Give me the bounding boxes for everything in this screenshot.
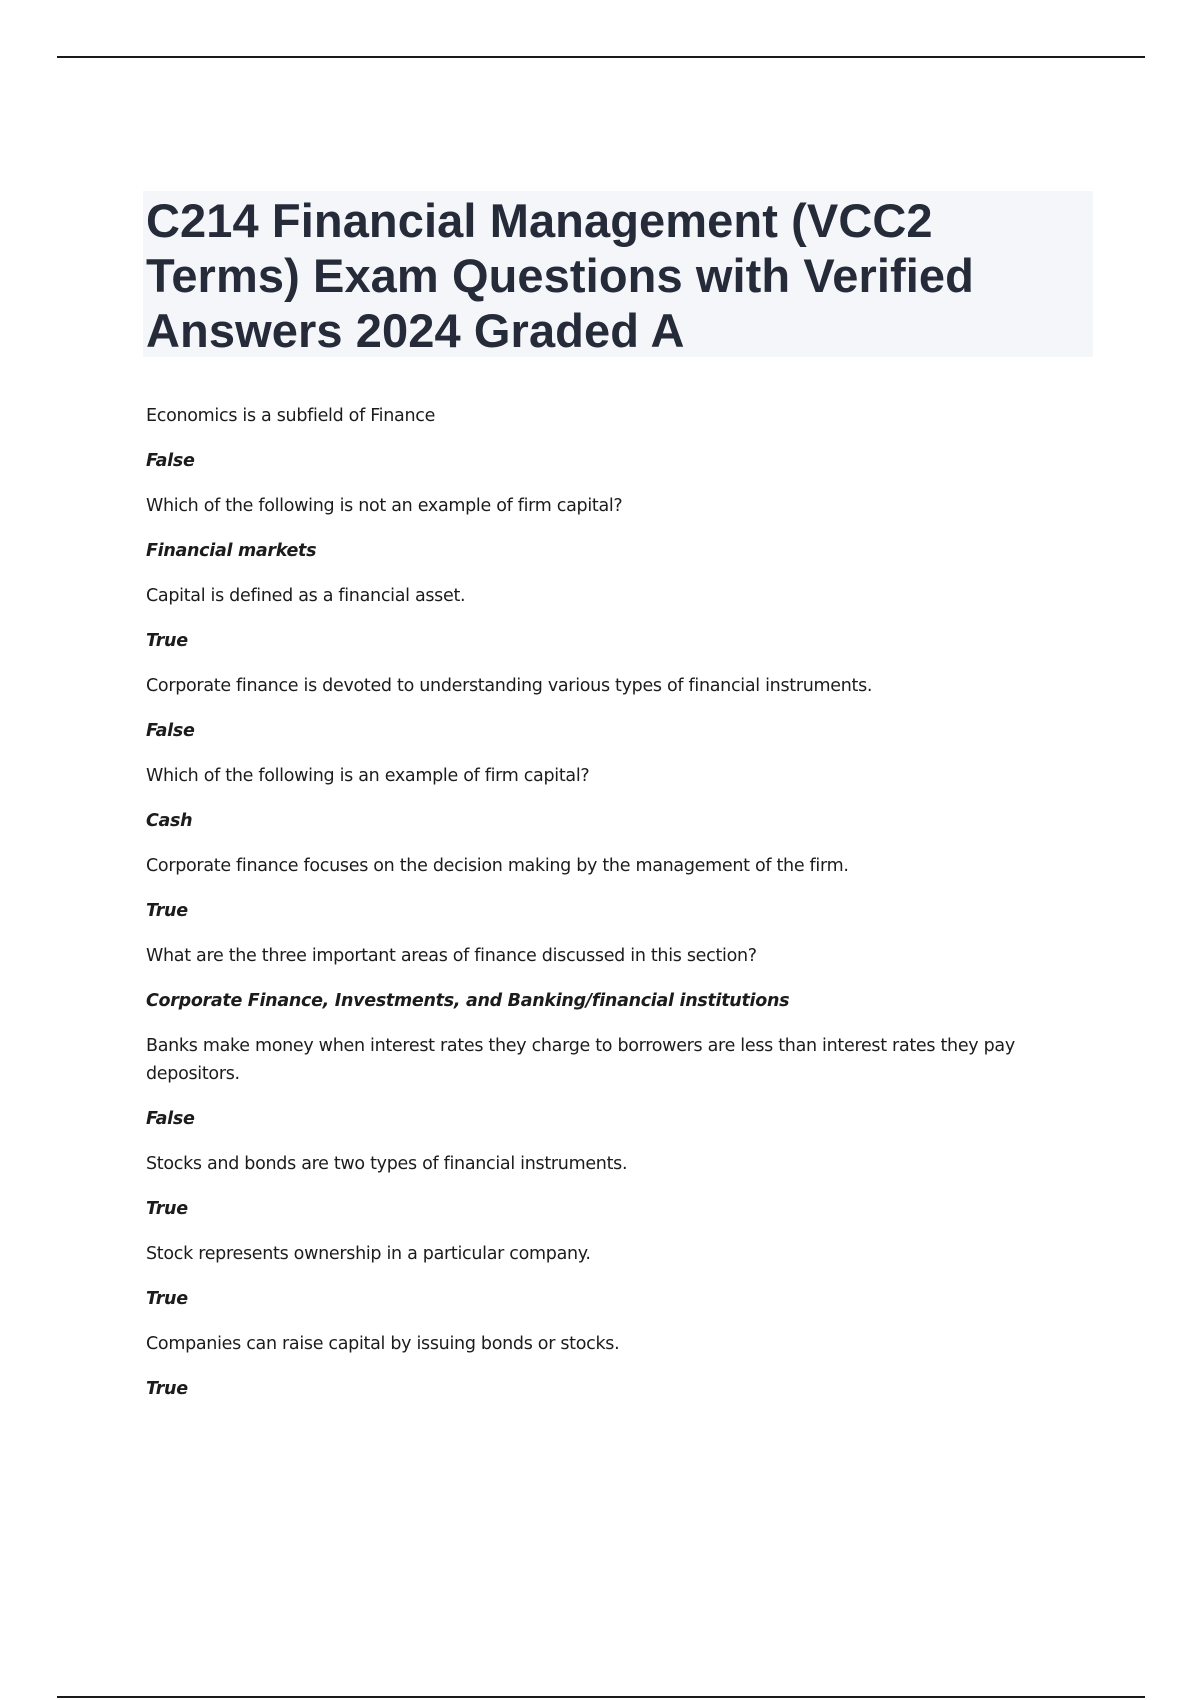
- document-title: C214 Financial Management (VCC2 Terms) Exam Questions with Verified Answers 2024 Graded A: [146, 194, 974, 357]
- qa-item: [146, 942, 1086, 1015]
- question-text: Stocks and bonds are two types of financial instruments.: [146, 1154, 628, 1174]
- answer-text: Cash: [146, 811, 193, 831]
- answer-text: True: [146, 901, 188, 921]
- qa-item: [146, 1330, 1086, 1403]
- qa-list: [146, 402, 1086, 1420]
- question-text: Companies can raise capital by issuing bonds or stocks.: [146, 1334, 620, 1354]
- qa-item: [146, 1150, 1086, 1223]
- question-text: Banks make money when interest rates they charge to borrowers are less than interest rates they pay depositors.: [146, 1036, 1015, 1084]
- answer-text: True: [146, 1289, 188, 1309]
- qa-item: [146, 1240, 1086, 1313]
- answer-text: True: [146, 631, 188, 651]
- answer-text: True: [146, 1199, 188, 1219]
- question-text: Corporate finance focuses on the decision making by the management of the firm.: [146, 856, 849, 876]
- answer-text: Corporate Finance, Investments, and Banking/financial institutions: [146, 991, 790, 1011]
- question-text: Which of the following is an example of firm capital?: [146, 766, 590, 786]
- question-text: Corporate finance is devoted to understanding various types of financial instruments.: [146, 676, 873, 696]
- answer-text: False: [146, 1109, 195, 1129]
- qa-item: [146, 1032, 1086, 1133]
- answer-text: False: [146, 721, 195, 741]
- question-text: Capital is defined as a financial asset.: [146, 586, 466, 606]
- qa-item: [146, 492, 1086, 565]
- answer-text: Financial markets: [146, 541, 317, 561]
- answer-text: False: [146, 451, 195, 471]
- bottom-rule: [57, 1696, 1145, 1698]
- question-text: Stock represents ownership in a particular company.: [146, 1244, 591, 1264]
- qa-item: [146, 402, 1086, 475]
- question-text: Which of the following is not an example of firm capital?: [146, 496, 623, 516]
- answer-text: True: [146, 1379, 188, 1399]
- qa-item: [146, 582, 1086, 655]
- qa-item: [146, 852, 1086, 925]
- qa-item: [146, 762, 1086, 835]
- top-rule: [57, 56, 1145, 58]
- qa-item: [146, 672, 1086, 745]
- question-text: Economics is a subfield of Finance: [146, 406, 436, 426]
- question-text: What are the three important areas of finance discussed in this section?: [146, 946, 757, 966]
